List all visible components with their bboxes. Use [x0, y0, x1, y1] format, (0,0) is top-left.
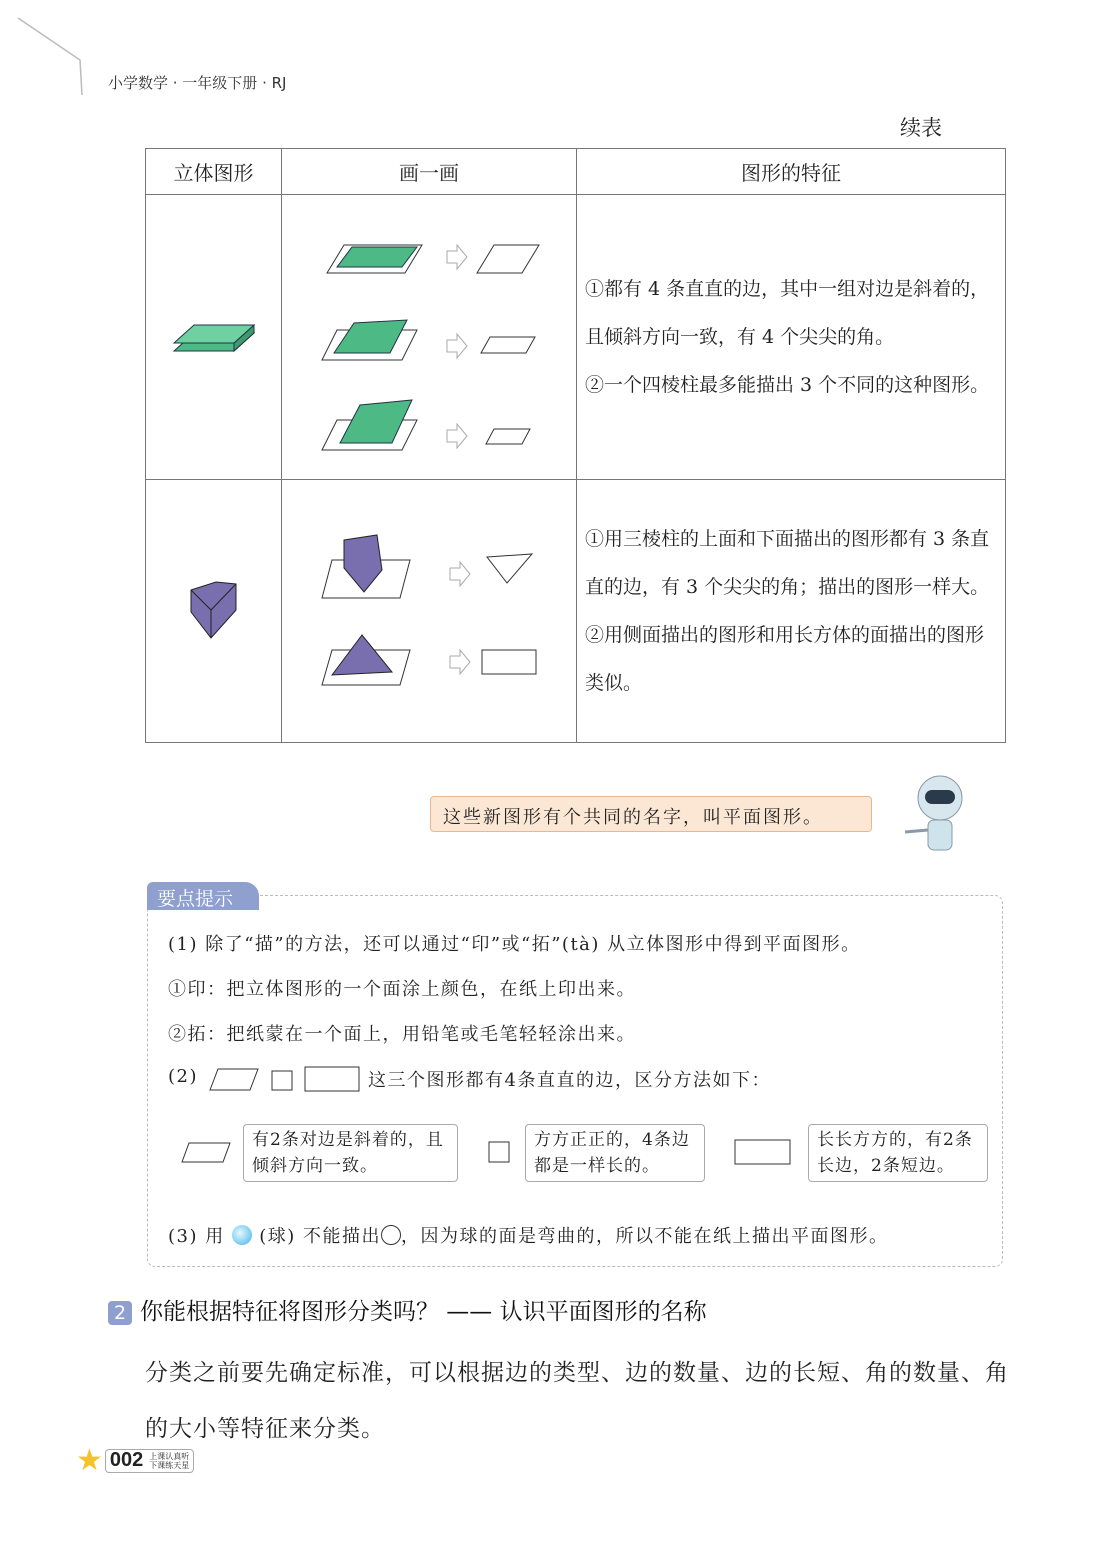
table-row	[146, 480, 1006, 743]
running-head: 小学数学 · 一年级下册 · RJ	[108, 74, 287, 92]
triangular-prism-image	[146, 480, 282, 743]
tips-label: 要点提示	[147, 882, 259, 910]
section-heading	[108, 1293, 707, 1326]
page-corner-decoration	[0, 0, 90, 100]
note-parallelogram: 有2条对边是斜着的，且倾斜方向一致。	[243, 1124, 458, 1182]
tip-line	[168, 1222, 888, 1248]
trace-drawings	[282, 195, 577, 480]
tip-line: 这三个图形都有4条直直的边，区分方法如下：	[368, 1070, 771, 1091]
tip-line: ①印：把立体图形的一个面涂上颜色，在纸上印出来。	[168, 979, 636, 1000]
col-header-features: 图形的特征	[577, 149, 1006, 195]
circle-icon	[381, 1225, 401, 1245]
shape-icons	[208, 1064, 364, 1094]
feature-text: ①都有 4 条直直的边，其中一组对边是斜着的，且倾斜方向一致，有 4 个尖尖的角。	[585, 278, 990, 348]
feature-text: ②用侧面描出的图形和用长方体的面描出的图形类似。	[585, 624, 985, 694]
section-paragraph: 分类之前要先确定标准，可以根据边的类型、边的数量、边的长短、角的数量、角的大小等特征来分类。	[145, 1360, 1009, 1442]
note-square: 方方正正的，4条边都是一样长的。	[525, 1124, 705, 1182]
col-header-draw: 画一画	[282, 149, 577, 195]
page-footer	[76, 1443, 194, 1478]
tip-line: ②拓：把纸蒙在一个面上，用铅笔或毛笔轻轻涂出来。	[168, 1024, 636, 1045]
continued-label: 续表	[900, 116, 942, 140]
section-title: 你能根据特征将图形分类吗？ —— 认识平面图形的名称	[140, 1299, 707, 1325]
robot-speech-bubble: 这些新图形有个共同的名字，叫平面图形。	[430, 796, 872, 832]
square-icon	[487, 1140, 513, 1166]
robot-icon	[895, 770, 980, 855]
feature-text: ①用三棱柱的上面和下面描出的图形都有 3 条直直的边，有 3 个尖尖的角；描出的图形一样大。	[585, 528, 990, 598]
section-number: 2	[108, 1301, 132, 1325]
tip-line-prefix: (2)	[168, 1066, 198, 1087]
prism-solid-image	[146, 195, 282, 480]
trace-drawings	[282, 480, 577, 743]
features-cell	[577, 480, 1006, 743]
page-number: 002	[109, 1449, 144, 1471]
tip-text: (球) 不能描出	[259, 1226, 381, 1247]
tip-text: ，因为球的面是弯曲的，所以不能在纸上描出平面图形。	[400, 1226, 889, 1247]
feature-text: ②一个四棱柱最多能描出 3 个不同的这种图形。	[585, 374, 990, 396]
parallelogram-icon	[180, 1140, 235, 1166]
rectangle-icon	[733, 1138, 793, 1168]
slogan: 下课练天星	[149, 1460, 190, 1470]
tip-line: (1) 除了“描”的方法，还可以通过“印”或“拓”(tà) 从立体图形中得到平面图形。	[168, 934, 861, 955]
note-rectangle: 长长方方的，有2条长边，2条短边。	[808, 1124, 988, 1182]
slogan: 上课认真听	[149, 1451, 190, 1461]
star-mascot-icon: ★	[76, 1443, 103, 1478]
tip-text: (3) 用	[168, 1226, 225, 1247]
col-header-solid: 立体图形	[146, 149, 282, 195]
shape-table	[145, 148, 1006, 743]
ball-icon	[232, 1225, 252, 1245]
features-cell	[577, 195, 1006, 480]
table-row	[146, 195, 1006, 480]
